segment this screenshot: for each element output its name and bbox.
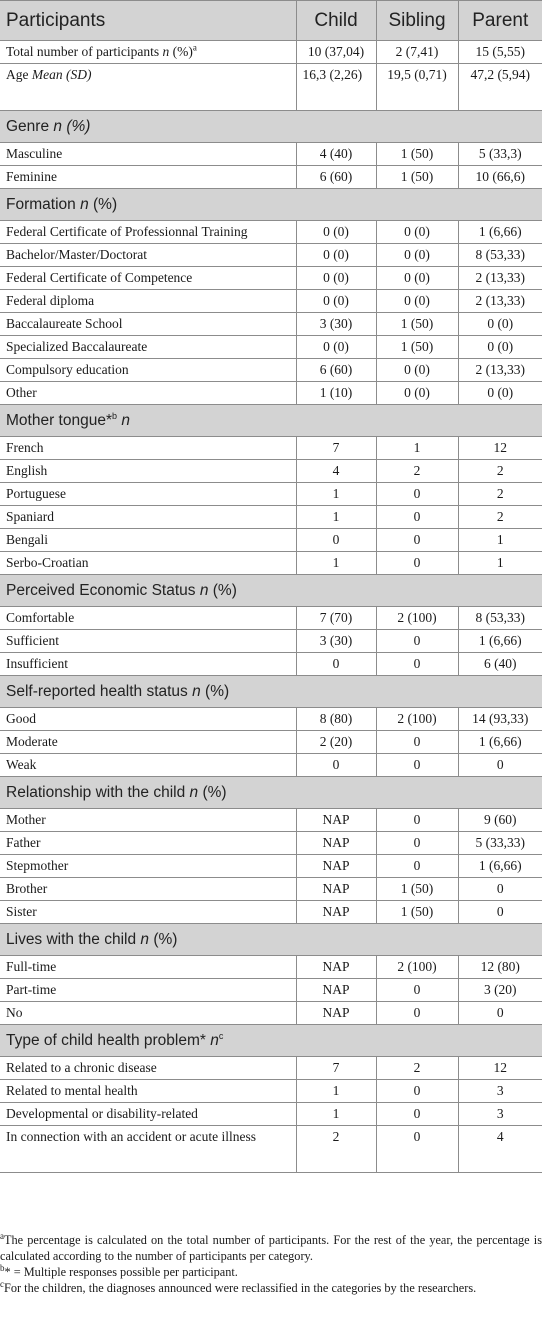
row-label: Federal Certificate of Professionnal Training <box>0 221 296 244</box>
cell-child: 0 (0) <box>296 244 376 267</box>
cell-sibling: 0 <box>376 1002 458 1025</box>
row-label: Related to a chronic disease <box>0 1057 296 1080</box>
section-header <box>0 1025 542 1057</box>
table-row <box>0 956 542 979</box>
section-header <box>0 777 542 809</box>
cell-parent: 12 <box>458 1057 542 1080</box>
cell-child: NAP <box>296 979 376 1002</box>
cell-sibling: 1 (50) <box>376 901 458 924</box>
cell-sibling: 0 (0) <box>376 382 458 405</box>
cell-child: 0 <box>296 653 376 676</box>
cell-parent: 10 (66,6) <box>458 166 542 189</box>
cell-sibling: 0 (0) <box>376 221 458 244</box>
age-row <box>0 64 542 111</box>
section-header <box>0 924 542 956</box>
cell-parent: 0 <box>458 901 542 924</box>
row-label: English <box>0 460 296 483</box>
table-row <box>0 1126 542 1173</box>
cell-sibling: 0 <box>376 483 458 506</box>
table-row <box>0 552 542 575</box>
section-title: Relationship with the child n (%) <box>0 777 542 809</box>
cell-parent: 1 <box>458 529 542 552</box>
row-label: Bachelor/Master/Doctorat <box>0 244 296 267</box>
cell-sibling: 2 (100) <box>376 708 458 731</box>
section-title: Formation n (%) <box>0 189 542 221</box>
row-label: Related to mental health <box>0 1080 296 1103</box>
cell-sibling: 0 <box>376 809 458 832</box>
row-label: Feminine <box>0 166 296 189</box>
cell-parent: 5 (33,3) <box>458 143 542 166</box>
cell-parent: 2 <box>458 506 542 529</box>
cell-child: NAP <box>296 1002 376 1025</box>
cell-sibling: 1 (50) <box>376 878 458 901</box>
cell-child: 1 <box>296 1080 376 1103</box>
row-label: Sufficient <box>0 630 296 653</box>
cell-parent: 1 (6,66) <box>458 855 542 878</box>
cell-child: 1 <box>296 552 376 575</box>
cell-sibling: 0 (0) <box>376 267 458 290</box>
row-label: In connection with an accident or acute illness <box>0 1126 296 1173</box>
cell-child: 0 (0) <box>296 267 376 290</box>
cell-parent: 4 <box>458 1126 542 1173</box>
cell-sibling: 0 <box>376 754 458 777</box>
table-row <box>0 437 542 460</box>
table-row <box>0 290 542 313</box>
cell-child: 1 <box>296 506 376 529</box>
age-sibling: 19,5 (0,71) <box>376 64 458 111</box>
cell-sibling: 1 (50) <box>376 313 458 336</box>
cell-child: NAP <box>296 901 376 924</box>
row-label: Serbo-Croatian <box>0 552 296 575</box>
section-header <box>0 676 542 708</box>
cell-child: 6 (60) <box>296 166 376 189</box>
total-parent: 15 (5,55) <box>458 41 542 64</box>
cell-sibling: 0 <box>376 653 458 676</box>
cell-parent: 2 (13,33) <box>458 359 542 382</box>
row-label: Stepmother <box>0 855 296 878</box>
table-row <box>0 979 542 1002</box>
row-label: Comfortable <box>0 607 296 630</box>
header-parent: Parent <box>458 1 542 41</box>
cell-child: 7 (70) <box>296 607 376 630</box>
cell-parent: 0 <box>458 878 542 901</box>
table-row <box>0 382 542 405</box>
cell-parent: 0 (0) <box>458 382 542 405</box>
cell-parent: 2 (13,33) <box>458 290 542 313</box>
table-header-row <box>0 1 542 41</box>
row-label: Brother <box>0 878 296 901</box>
cell-child: 7 <box>296 1057 376 1080</box>
cell-child: 6 (60) <box>296 359 376 382</box>
table-row <box>0 506 542 529</box>
cell-child: NAP <box>296 956 376 979</box>
cell-parent: 2 <box>458 483 542 506</box>
cell-sibling: 0 <box>376 832 458 855</box>
row-label: Mother <box>0 809 296 832</box>
table-row <box>0 244 542 267</box>
age-label: Age Mean (SD) <box>0 64 296 111</box>
table-row <box>0 878 542 901</box>
cell-sibling: 0 <box>376 630 458 653</box>
cell-sibling: 1 <box>376 437 458 460</box>
cell-sibling: 0 <box>376 855 458 878</box>
cell-sibling: 0 <box>376 1126 458 1173</box>
cell-sibling: 0 <box>376 506 458 529</box>
cell-sibling: 0 <box>376 529 458 552</box>
cell-parent: 0 <box>458 1002 542 1025</box>
cell-parent: 1 (6,66) <box>458 630 542 653</box>
section-title: Self-reported health status n (%) <box>0 676 542 708</box>
total-sibling: 2 (7,41) <box>376 41 458 64</box>
cell-child: 2 <box>296 1126 376 1173</box>
cell-child: 8 (80) <box>296 708 376 731</box>
table-row <box>0 1002 542 1025</box>
cell-sibling: 0 (0) <box>376 244 458 267</box>
cell-child: 0 <box>296 754 376 777</box>
cell-parent: 2 <box>458 460 542 483</box>
row-label: Insufficient <box>0 653 296 676</box>
cell-parent: 12 (80) <box>458 956 542 979</box>
section-title: Perceived Economic Status n (%) <box>0 575 542 607</box>
row-label: Masculine <box>0 143 296 166</box>
cell-parent: 8 (53,33) <box>458 244 542 267</box>
table-row <box>0 708 542 731</box>
row-label: Spaniard <box>0 506 296 529</box>
row-label: Baccalaureate School <box>0 313 296 336</box>
age-parent: 47,2 (5,94) <box>458 64 542 111</box>
cell-parent: 9 (60) <box>458 809 542 832</box>
table-row <box>0 166 542 189</box>
cell-sibling: 0 <box>376 731 458 754</box>
cell-parent: 1 (6,66) <box>458 221 542 244</box>
table-row <box>0 1057 542 1080</box>
cell-parent: 0 (0) <box>458 313 542 336</box>
row-label: Federal diploma <box>0 290 296 313</box>
cell-parent: 1 (6,66) <box>458 731 542 754</box>
section-header <box>0 111 542 143</box>
section-header <box>0 405 542 437</box>
row-label: Other <box>0 382 296 405</box>
cell-parent: 3 (20) <box>458 979 542 1002</box>
cell-child: NAP <box>296 878 376 901</box>
table-row <box>0 754 542 777</box>
footnotes <box>0 1232 542 1296</box>
cell-sibling: 0 (0) <box>376 359 458 382</box>
row-label: Developmental or disability-related <box>0 1103 296 1126</box>
table-row <box>0 529 542 552</box>
cell-sibling: 0 <box>376 979 458 1002</box>
table-row <box>0 901 542 924</box>
section-title: Lives with the child n (%) <box>0 924 542 956</box>
footnote-a: $^a$The percentage is calculated on the total number of participants. For the rest of the year, the percentage is calculated according to the number of participants per category. <box>0 1230 542 1263</box>
table-row <box>0 221 542 244</box>
cell-sibling: 1 (50) <box>376 166 458 189</box>
cell-parent: 1 <box>458 552 542 575</box>
table-row <box>0 832 542 855</box>
table-row <box>0 313 542 336</box>
row-label: Specialized Baccalaureate <box>0 336 296 359</box>
total-label: Total number of participants n (%)$^a$ <box>0 41 296 64</box>
cell-parent: 8 (53,33) <box>458 607 542 630</box>
cell-parent: 3 <box>458 1103 542 1126</box>
header-child: Child <box>296 1 376 41</box>
table-row <box>0 359 542 382</box>
cell-child: NAP <box>296 809 376 832</box>
cell-sibling: 2 <box>376 1057 458 1080</box>
cell-child: 0 <box>296 529 376 552</box>
table-row <box>0 630 542 653</box>
cell-parent: 5 (33,33) <box>458 832 542 855</box>
cell-sibling: 0 (0) <box>376 290 458 313</box>
cell-child: 4 <box>296 460 376 483</box>
row-label: French <box>0 437 296 460</box>
table-row <box>0 607 542 630</box>
cell-parent: 14 (93,33) <box>458 708 542 731</box>
section-header <box>0 575 542 607</box>
section-title: Type of child health problem* $n^c$ <box>0 1025 542 1057</box>
cell-sibling: 2 (100) <box>376 607 458 630</box>
table-row <box>0 267 542 290</box>
section-title: Genre n (%) <box>0 111 542 143</box>
cell-sibling: 2 (100) <box>376 956 458 979</box>
table-row <box>0 809 542 832</box>
row-label: Weak <box>0 754 296 777</box>
age-child: 16,3 (2,26) <box>296 64 376 111</box>
cell-child: 1 <box>296 1103 376 1126</box>
table-row <box>0 1080 542 1103</box>
cell-child: 1 (10) <box>296 382 376 405</box>
row-label: Good <box>0 708 296 731</box>
section-header <box>0 189 542 221</box>
cell-child: 7 <box>296 437 376 460</box>
cell-parent: 0 (0) <box>458 336 542 359</box>
row-label: Compulsory education <box>0 359 296 382</box>
cell-child: 3 (30) <box>296 313 376 336</box>
cell-sibling: 0 <box>376 1080 458 1103</box>
row-label: Sister <box>0 901 296 924</box>
row-label: Federal Certificate of Competence <box>0 267 296 290</box>
row-label: Portuguese <box>0 483 296 506</box>
total-child: 10 (37,04) <box>296 41 376 64</box>
cell-child: 2 (20) <box>296 731 376 754</box>
cell-child: 0 (0) <box>296 290 376 313</box>
table-row <box>0 855 542 878</box>
row-label: Part-time <box>0 979 296 1002</box>
cell-child: 0 (0) <box>296 221 376 244</box>
table-row <box>0 336 542 359</box>
cell-child: NAP <box>296 855 376 878</box>
table-row <box>0 460 542 483</box>
cell-child: NAP <box>296 832 376 855</box>
table-row <box>0 653 542 676</box>
cell-sibling: 1 (50) <box>376 336 458 359</box>
cell-parent: 2 (13,33) <box>458 267 542 290</box>
footnote-c: $^c$For the children, the diagnoses announced were reclassified in the categories by the researchers. <box>0 1278 477 1295</box>
cell-child: 1 <box>296 483 376 506</box>
cell-sibling: 0 <box>376 552 458 575</box>
table-row <box>0 731 542 754</box>
cell-sibling: 1 (50) <box>376 143 458 166</box>
table-row <box>0 143 542 166</box>
cell-sibling: 0 <box>376 1103 458 1126</box>
cell-parent: 12 <box>458 437 542 460</box>
total-row <box>0 41 542 64</box>
cell-sibling: 2 <box>376 460 458 483</box>
footnote-b: $^b$* = Multiple responses possible per participant. <box>0 1262 238 1279</box>
cell-child: 4 (40) <box>296 143 376 166</box>
header-sibling: Sibling <box>376 1 458 41</box>
row-label: Full-time <box>0 956 296 979</box>
header-participants: Participants <box>0 1 296 41</box>
cell-child: 3 (30) <box>296 630 376 653</box>
cell-parent: 0 <box>458 754 542 777</box>
table-row <box>0 1103 542 1126</box>
row-label: No <box>0 1002 296 1025</box>
cell-child: 0 (0) <box>296 336 376 359</box>
table-row <box>0 483 542 506</box>
section-title: Mother tongue*$^b$ n <box>0 405 542 437</box>
cell-parent: 3 <box>458 1080 542 1103</box>
row-label: Bengali <box>0 529 296 552</box>
row-label: Moderate <box>0 731 296 754</box>
cell-parent: 6 (40) <box>458 653 542 676</box>
row-label: Father <box>0 832 296 855</box>
